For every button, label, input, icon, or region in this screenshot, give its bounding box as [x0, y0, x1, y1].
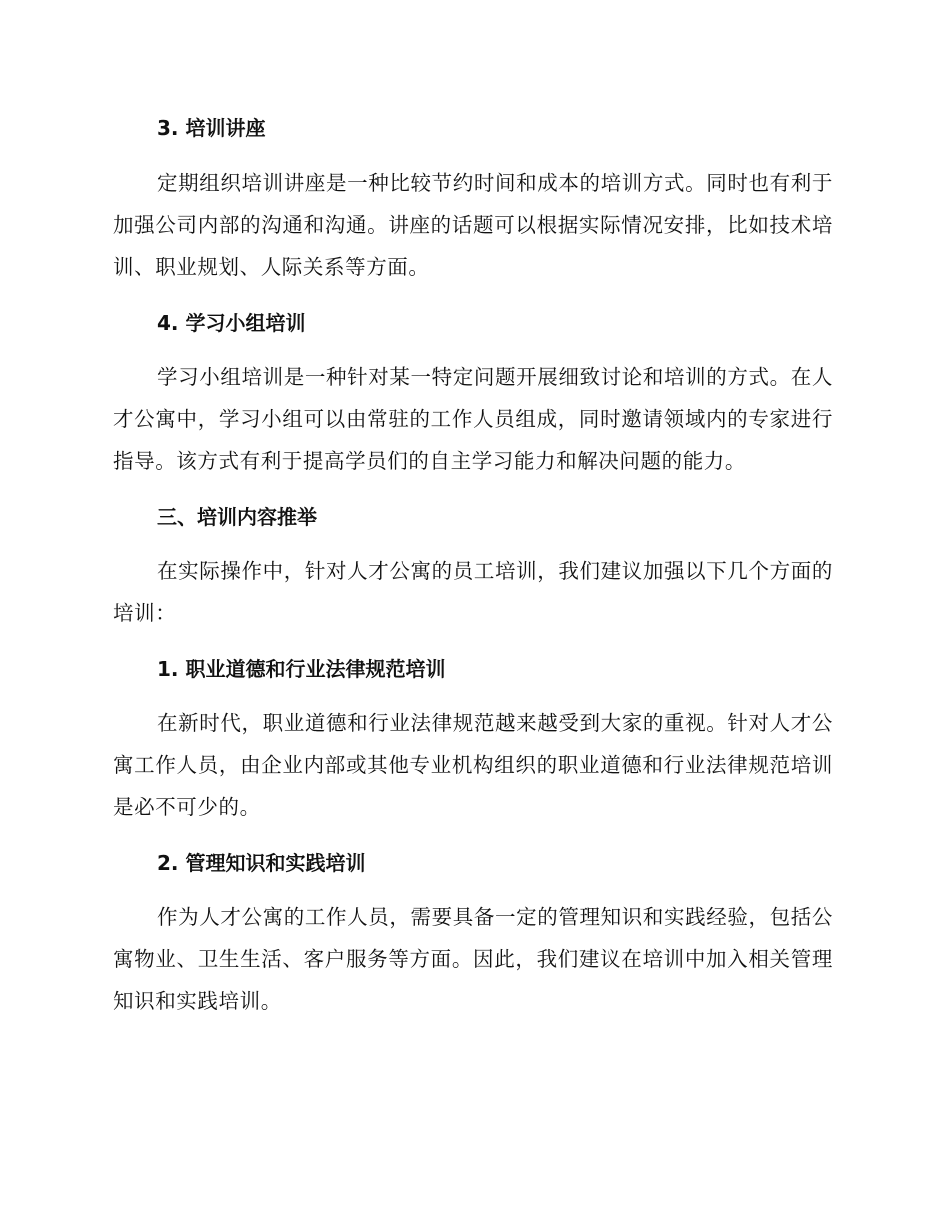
section-heading-management-practice-training: 2. 管理知识和实践培训 — [157, 851, 366, 875]
paragraph-training-content: 在实际操作中，针对人才公寓的员工培训，我们建议加强以下几个方面的培训： — [113, 559, 833, 625]
paragraph-lecture-training: 定期组织培训讲座是一种比较节约时间和成本的培训方式。同时也有利于加强公司内部的沟通和沟通。讲座的话题可以根据实际情况安排，比如技术培训、职业规划、人际关系等方面。 — [113, 171, 833, 279]
paragraph-management-practice-training: 作为人才公寓的工作人员，需要具备一定的管理知识和实践经验，包括公寓物业、卫生生活、客户服务等方面。因此，我们建议在培训中加入相关管理知识和实践培训。 — [113, 905, 833, 1013]
paragraph-ethics-law-training: 在新时代，职业道德和行业法律规范越来越受到大家的重视。针对人才公寓工作人员，由企业内部或其他专业机构组织的职业道德和行业法律规范培训是必不可少的。 — [113, 711, 833, 819]
section-heading-ethics-law-training: 1. 职业道德和行业法律规范培训 — [157, 657, 446, 681]
section-heading-study-group-training: 4. 学习小组培训 — [157, 311, 306, 335]
section-heading-training-content: 三、培训内容推举 — [157, 505, 317, 529]
section-heading-lecture-training: 3. 培训讲座 — [157, 116, 266, 140]
paragraph-study-group-training: 学习小组培训是一种针对某一特定问题开展细致讨论和培训的方式。在人才公寓中，学习小组可以由常驻的工作人员组成，同时邀请领域内的专家进行指导。该方式有利于提高学员们的自主学习能力和解决问题的能力。 — [113, 365, 833, 473]
